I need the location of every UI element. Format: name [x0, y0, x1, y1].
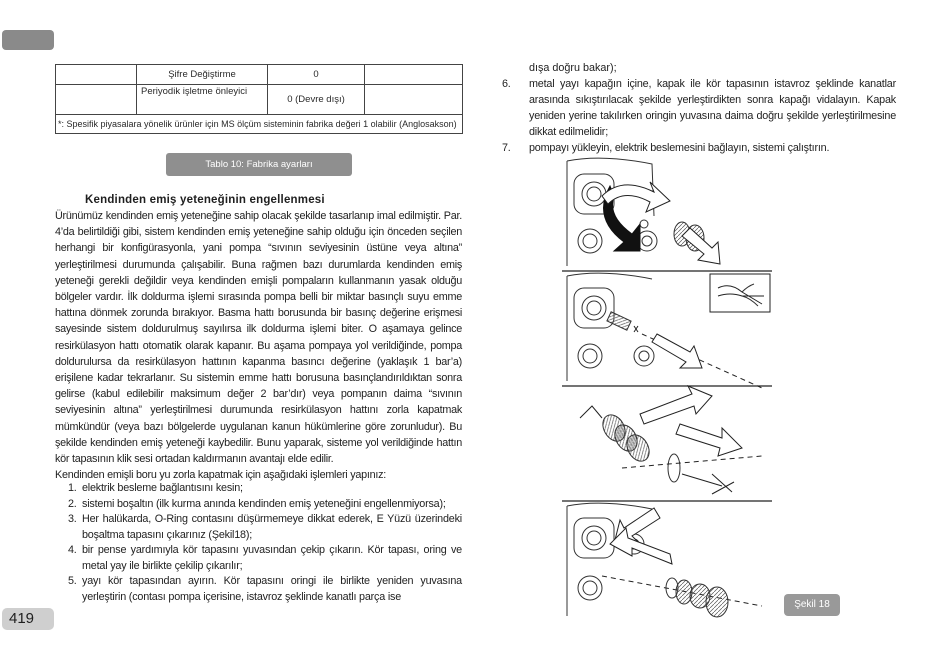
list-item: 6. metal yayı kapağın içine, kapak ile kör tapasının istavroz şeklinde kanatlar arasında sıkıştırılacak şekilde yerleştirdikten sonra kapağı vidalayın. Kapak yeniden yerine takılırken oringin yuvasına daima doğru şekilde yerleştirilmesine dikkat edilmelidir; [502, 78, 896, 138]
procedure-intro: Kendinden emişli boru yu zorla kapatmak için aşağıdaki işlemleri yapınız: [55, 469, 387, 482]
body-paragraph: Ürünümüz kendinden emiş yeteneğine sahip olacak şekilde tasarlanıp imal edilmiştir. Par. 4’da belirtildiği gibi, sistem kendinden emiş yeteneğine sahip olduğu için önceden seçilen herhangi bir konfigürasyonla, yani pompa “sıvının seviyesinin üstüne veya altına” yerleştirilmesi durumunda çalışabilir. Buna rağmen bazı durumlarda kendinden emiş yeteneği gerekli değildir veya kendinden emişli pompaların kullanmanın yasak olduğu bölgeler vardır. İlk doldurma işlemi sırasında pompa belli bir miktar basınçlı suyu emme hattına dönmek zorunda bırakıyor. Basma hattı borusunda bir basınç değerine erişmesi sayesinde sistem doldurulmuş sayılırsa ilk doldurma işlemi biter. O aşamaya gelince resirkülasyon hattı otomatik olarak kapanır. Bu aşama pompaya yol verildiğinde, pompa doldurulursa da resirkülasyon hattının kapanma basıncı değerine (yaklaşık 1 bar’a) erişilene kadar tekrarlanır. Su sistemin emme hattı borusuna basınçlandırıldıktan sonra gelirse (kabul edilebilir maksimum değer 2 bar’dır) veya pompanın daima “sıvının seviyesinin altına” yerleştirilmesi durumunda resirkülasyon hattını zorla kapatmak mümkündür (veya bazı bölgelerde uygulanan kanun hükümlerine göre zorunludur). Bu şekilde kendinden emiş yeteneği kaybedilir. Bunu yaparak, sisteme yol verildiğinde hattın kör tapasının klik sesi ortadan kaldırmanın avantajı elde edilir. [55, 210, 462, 466]
figure-18-illustration [562, 156, 772, 621]
section-tab-marker [2, 30, 54, 50]
factory-settings-table [55, 64, 463, 134]
list-item: 7. pompayı yükleyin, elektrik beslemesini bağlayın, sistemi çalıştırın. [502, 142, 830, 154]
table-caption: Tablo 10: Fabrika ayarları [166, 153, 352, 176]
table-row [56, 65, 463, 85]
list-item: 4. bir pense yardımıyla kör tapasını yuvasından çekip çıkarın. Kör tapası, oring ve metal yay ile birlikte çekilip çıkarılır; [68, 544, 462, 572]
table-footnote: *: Spesifik piyasalara yönelik ürünler için MS ölçüm sisteminin fabrika değeri 1 olabilir (Anglosakson) [56, 115, 463, 134]
panel-remove-drain-plug [567, 158, 720, 266]
list-item: 2. sistemi boşaltın (ilk kurma anında kendinden emiş yeteneğini engellenmiyorsa); [68, 497, 446, 510]
page-number: 419 [2, 608, 54, 630]
step-continuation: dışa doğru bakar); [529, 62, 617, 74]
panel-exploded-parts [580, 386, 762, 494]
procedure-steps [55, 481, 462, 605]
table-cell-value: 0 (Devre dışı) [268, 85, 365, 115]
section-heading: Kendinden emiş yeteneğinin engellenmesi [85, 194, 325, 206]
panel-reassembly [567, 503, 762, 617]
list-item: 3. Her halükarda, O-Ring contasını düşürmemeye dikkat ederek, E Yüzü üzerindeki boşaltma tapasını çıkarınız (Şekil18); [68, 513, 462, 541]
list-item: 5. yayı kör tapasından ayırın. Kör tapasını oringi ile birlikte yeniden yuvasına yerleştirin (contası pompa içerisine, istavroz şeklinde kanatlı parça ise [68, 575, 462, 603]
figure-caption: Şekil 18 [784, 594, 840, 616]
table-cell-label: Periyodik işletme önleyici [137, 85, 268, 115]
table-cell-value: 0 [268, 65, 365, 85]
table-row [56, 85, 463, 115]
body-text [55, 208, 462, 483]
panel-pliers-extraction [567, 273, 770, 388]
table-cell-label: Şifre Değiştirme [137, 65, 268, 85]
list-item: 1. elektrik besleme bağlantısını kesin; [68, 482, 243, 494]
table-row [56, 115, 463, 134]
procedure-steps-continued [502, 76, 896, 156]
